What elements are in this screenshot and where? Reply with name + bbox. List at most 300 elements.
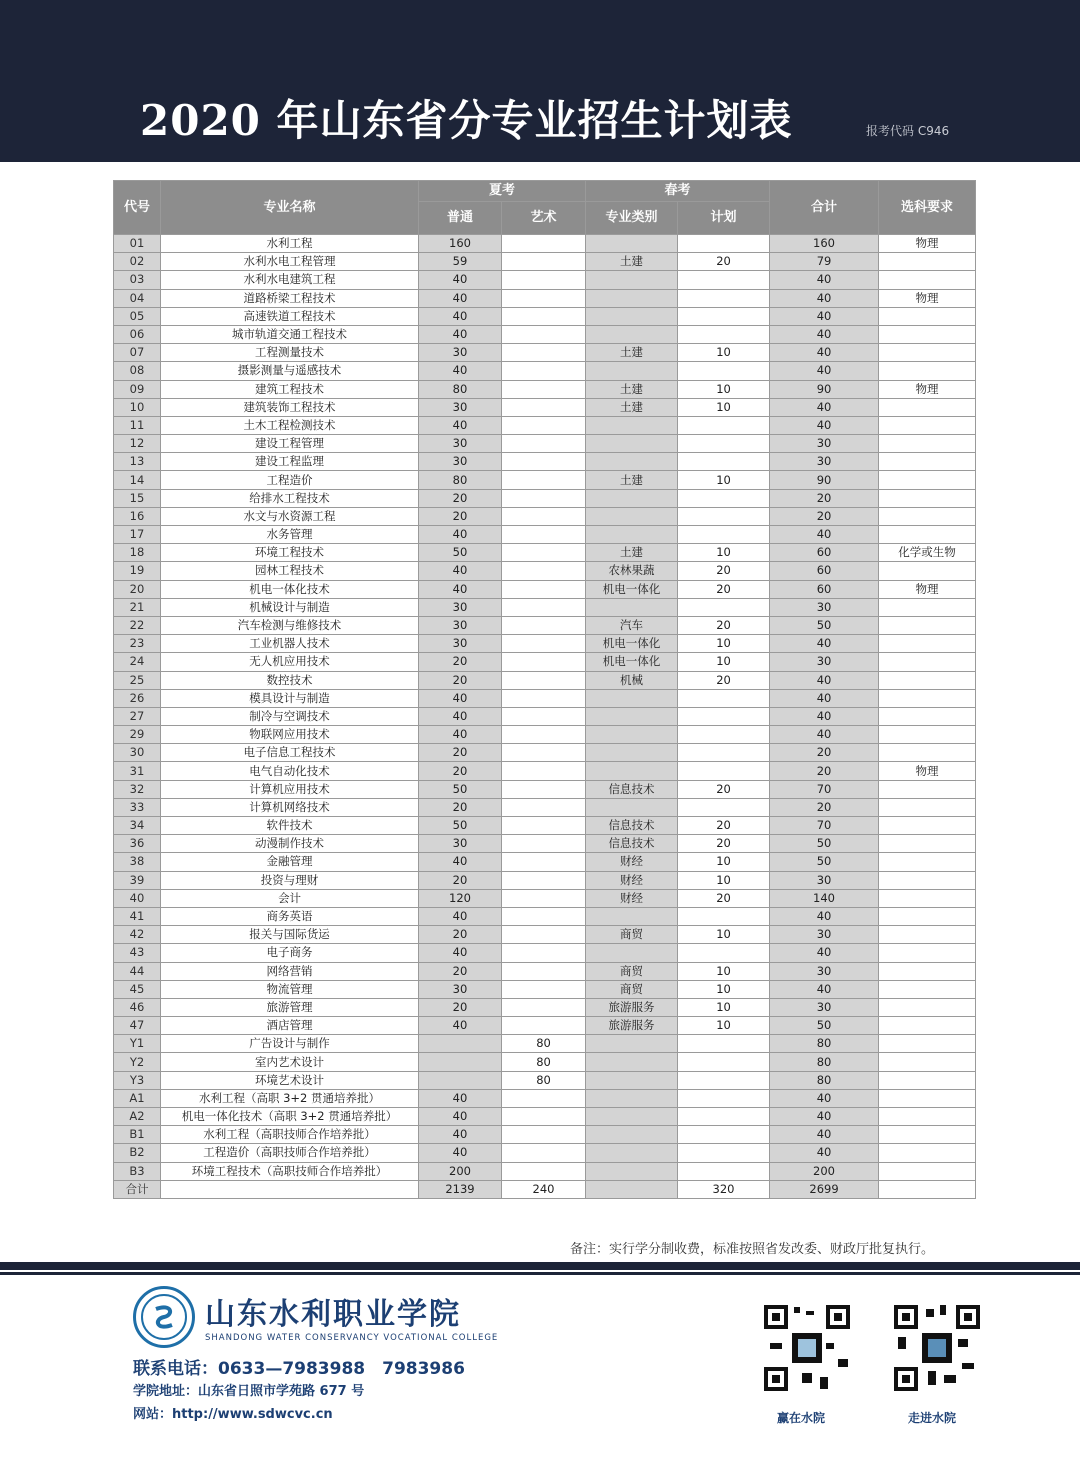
cell-spring-plan: 10 (678, 998, 770, 1016)
cell-code: Y1 (114, 1035, 161, 1053)
table-row (114, 344, 976, 362)
table-row (114, 416, 976, 434)
cell-code: B3 (114, 1162, 161, 1180)
cell-requirement (879, 635, 976, 653)
table-row (114, 598, 976, 616)
cell-spring-category: 商贸 (586, 962, 678, 980)
cell-summer-art (502, 780, 586, 798)
cell-summer-regular: 50 (419, 817, 502, 835)
header-requirement: 选科要求 (879, 181, 976, 235)
cell-code: 15 (114, 489, 161, 507)
cell-major-name: 制冷与空调技术 (161, 707, 419, 725)
table-row (114, 307, 976, 325)
cell-spring-category: 财经 (586, 853, 678, 871)
cell-spring-category: 机电一体化 (586, 635, 678, 653)
table-row (114, 871, 976, 889)
cell-code: 38 (114, 853, 161, 871)
cell-total: 50 (770, 1017, 879, 1035)
cell-spring-category (586, 1144, 678, 1162)
table-row (114, 835, 976, 853)
cell-spring-category (586, 1180, 678, 1198)
cell-requirement (879, 707, 976, 725)
qr-code-icon[interactable] (762, 1303, 852, 1393)
cell-summer-regular: 40 (419, 1108, 502, 1126)
table-row (114, 817, 976, 835)
cell-spring-category (586, 453, 678, 471)
cell-summer-art (502, 726, 586, 744)
cell-spring-plan (678, 598, 770, 616)
cell-major-name: 广告设计与制作 (161, 1035, 419, 1053)
cell-spring-category (586, 1162, 678, 1180)
cell-major-name: 工程测量技术 (161, 344, 419, 362)
cell-spring-plan (678, 1071, 770, 1089)
cell-spring-plan: 20 (678, 616, 770, 634)
cell-code: B1 (114, 1126, 161, 1144)
cell-summer-art (502, 853, 586, 871)
cell-code: 46 (114, 998, 161, 1016)
cell-total: 40 (770, 362, 879, 380)
cell-spring-category: 商贸 (586, 980, 678, 998)
cell-summer-regular: 120 (419, 889, 502, 907)
header-total: 合计 (770, 181, 879, 235)
cell-major-name: 室内艺术设计 (161, 1053, 419, 1071)
college-website[interactable]: 网站：http://www.sdwcvc.cn (133, 1407, 333, 1422)
cell-spring-category (586, 1053, 678, 1071)
cell-major-name: 软件技术 (161, 817, 419, 835)
cell-spring-category (586, 1108, 678, 1126)
cell-major-name: 投资与理财 (161, 871, 419, 889)
cell-major-name: 园林工程技术 (161, 562, 419, 580)
cell-summer-art (502, 980, 586, 998)
cell-code: 31 (114, 762, 161, 780)
cell-total: 40 (770, 271, 879, 289)
cell-spring-plan: 320 (678, 1180, 770, 1198)
cell-spring-category (586, 726, 678, 744)
cell-summer-regular: 40 (419, 907, 502, 925)
cell-total: 30 (770, 871, 879, 889)
cell-major-name: 机电一体化技术 (161, 580, 419, 598)
college-name: 山东水利职业学院 (205, 1297, 461, 1332)
cell-summer-regular: 30 (419, 635, 502, 653)
header-summer-art: 艺术 (502, 202, 586, 235)
cell-spring-category (586, 598, 678, 616)
cell-code: Y3 (114, 1071, 161, 1089)
cell-major-name: 计算机应用技术 (161, 780, 419, 798)
cell-spring-category: 机械 (586, 671, 678, 689)
cell-spring-plan: 20 (678, 671, 770, 689)
cell-spring-plan (678, 1089, 770, 1107)
cell-spring-plan (678, 307, 770, 325)
table-row (114, 453, 976, 471)
cell-major-name: 物联网应用技术 (161, 726, 419, 744)
cell-spring-category (586, 798, 678, 816)
cell-spring-category (586, 507, 678, 525)
cell-total: 40 (770, 1089, 879, 1107)
cell-spring-plan: 10 (678, 1017, 770, 1035)
cell-major-name: 电子商务 (161, 944, 419, 962)
cell-spring-category (586, 435, 678, 453)
table-row (114, 526, 976, 544)
cell-requirement (879, 471, 976, 489)
cell-code: 23 (114, 635, 161, 653)
cell-requirement: 物理 (879, 235, 976, 253)
table-row (114, 944, 976, 962)
cell-major-name: 建设工程管理 (161, 435, 419, 453)
cell-code: B2 (114, 1144, 161, 1162)
cell-summer-art (502, 926, 586, 944)
cell-summer-art (502, 689, 586, 707)
cell-spring-category: 机电一体化 (586, 580, 678, 598)
cell-spring-plan: 10 (678, 344, 770, 362)
cell-total: 79 (770, 253, 879, 271)
cell-major-name: 机电一体化技术（高职 3+2 贯通培养批） (161, 1108, 419, 1126)
cell-summer-art (502, 362, 586, 380)
cell-requirement (879, 307, 976, 325)
table-row (114, 616, 976, 634)
cell-total: 200 (770, 1162, 879, 1180)
cell-summer-art (502, 962, 586, 980)
cell-summer-regular: 30 (419, 344, 502, 362)
cell-total: 50 (770, 616, 879, 634)
cell-requirement (879, 835, 976, 853)
cell-spring-category (586, 1071, 678, 1089)
cell-summer-art (502, 598, 586, 616)
cell-summer-art (502, 235, 586, 253)
cell-spring-plan: 10 (678, 980, 770, 998)
table-row (114, 707, 976, 725)
cell-major-name: 网络营销 (161, 962, 419, 980)
cell-spring-plan (678, 744, 770, 762)
table-row (114, 889, 976, 907)
cell-requirement (879, 653, 976, 671)
cell-spring-category: 财经 (586, 871, 678, 889)
table-row (114, 325, 976, 343)
cell-summer-regular: 40 (419, 853, 502, 871)
cell-major-name: 环境工程技术（高职技师合作培养批） (161, 1162, 419, 1180)
cell-summer-art (502, 453, 586, 471)
cell-major-name: 水利工程（高职技师合作培养批） (161, 1126, 419, 1144)
cell-summer-regular: 20 (419, 962, 502, 980)
cell-code: 12 (114, 435, 161, 453)
college-logo-icon (133, 1286, 195, 1348)
cell-summer-art (502, 435, 586, 453)
cell-requirement (879, 671, 976, 689)
cell-spring-plan (678, 1162, 770, 1180)
cell-requirement (879, 1017, 976, 1035)
cell-major-name: 旅游管理 (161, 998, 419, 1016)
cell-spring-category: 信息技术 (586, 817, 678, 835)
cell-requirement (879, 598, 976, 616)
cell-summer-regular: 160 (419, 235, 502, 253)
cell-total: 40 (770, 707, 879, 725)
cell-summer-art (502, 1144, 586, 1162)
table-row (114, 398, 976, 416)
cell-total: 80 (770, 1071, 879, 1089)
table-row (114, 726, 976, 744)
cell-summer-art: 80 (502, 1071, 586, 1089)
cell-summer-art (502, 289, 586, 307)
cell-summer-regular: 59 (419, 253, 502, 271)
cell-requirement (879, 944, 976, 962)
college-name-en: SHANDONG WATER CONSERVANCY VOCATIONAL COLLEGE (205, 1333, 499, 1343)
cell-total: 40 (770, 635, 879, 653)
table-row (114, 798, 976, 816)
cell-summer-art (502, 1017, 586, 1035)
cell-code: 合计 (114, 1180, 161, 1198)
cell-summer-regular: 50 (419, 780, 502, 798)
cell-spring-plan: 10 (678, 471, 770, 489)
cell-major-name: 水文与水资源工程 (161, 507, 419, 525)
cell-total: 60 (770, 544, 879, 562)
cell-spring-plan (678, 435, 770, 453)
table-row (114, 907, 976, 925)
cell-requirement (879, 798, 976, 816)
cell-spring-plan (678, 726, 770, 744)
header-spring: 春考 (586, 181, 770, 202)
cell-code: 08 (114, 362, 161, 380)
page-title: 2020 年山东省分专业招生计划表 (140, 96, 793, 145)
table-row (114, 762, 976, 780)
header-summer-regular: 普通 (419, 202, 502, 235)
cell-spring-plan (678, 1053, 770, 1071)
table-row (114, 380, 976, 398)
cell-major-name: 摄影测量与遥感技术 (161, 362, 419, 380)
cell-total: 20 (770, 744, 879, 762)
cell-code: 22 (114, 616, 161, 634)
cell-major-name: 商务英语 (161, 907, 419, 925)
cell-code: 13 (114, 453, 161, 471)
cell-summer-regular: 20 (419, 998, 502, 1016)
cell-major-name: 工程造价 (161, 471, 419, 489)
cell-total: 40 (770, 980, 879, 998)
table-row (114, 362, 976, 380)
cell-summer-regular: 40 (419, 526, 502, 544)
cell-spring-plan: 20 (678, 580, 770, 598)
cell-summer-regular: 40 (419, 707, 502, 725)
cell-spring-plan (678, 235, 770, 253)
cell-spring-category: 旅游服务 (586, 998, 678, 1016)
cell-summer-regular: 20 (419, 798, 502, 816)
header-name: 专业名称 (161, 181, 419, 235)
cell-summer-art (502, 616, 586, 634)
cell-total: 40 (770, 526, 879, 544)
cell-total: 90 (770, 380, 879, 398)
cell-summer-art (502, 889, 586, 907)
cell-major-name: 计算机网络技术 (161, 798, 419, 816)
cell-summer-art (502, 507, 586, 525)
cell-code: 30 (114, 744, 161, 762)
cell-requirement: 物理 (879, 289, 976, 307)
cell-spring-plan (678, 526, 770, 544)
contact-phone: 联系电话：0633—7983988 7983986 (133, 1359, 465, 1379)
cell-major-name: 物流管理 (161, 980, 419, 998)
table-row (114, 435, 976, 453)
cell-code: 40 (114, 889, 161, 907)
cell-major-name: 城市轨道交通工程技术 (161, 325, 419, 343)
cell-summer-art (502, 907, 586, 925)
cell-requirement (879, 1089, 976, 1107)
cell-spring-plan (678, 271, 770, 289)
cell-total: 40 (770, 307, 879, 325)
cell-major-name: 环境工程技术 (161, 544, 419, 562)
cell-spring-category: 土建 (586, 380, 678, 398)
cell-total: 40 (770, 416, 879, 434)
cell-summer-regular: 30 (419, 453, 502, 471)
cell-summer-art (502, 707, 586, 725)
cell-summer-regular: 40 (419, 416, 502, 434)
cell-summer-art (502, 325, 586, 343)
cell-major-name: 环境艺术设计 (161, 1071, 419, 1089)
cell-major-name: 汽车检测与维修技术 (161, 616, 419, 634)
cell-requirement (879, 526, 976, 544)
cell-major-name: 建筑装饰工程技术 (161, 398, 419, 416)
cell-code: 01 (114, 235, 161, 253)
cell-total: 40 (770, 671, 879, 689)
cell-spring-plan: 10 (678, 962, 770, 980)
cell-spring-plan (678, 453, 770, 471)
cell-major-name: 工业机器人技术 (161, 635, 419, 653)
cell-code: Y2 (114, 1053, 161, 1071)
cell-summer-regular: 30 (419, 398, 502, 416)
cell-summer-art: 80 (502, 1053, 586, 1071)
cell-requirement (879, 489, 976, 507)
cell-requirement (879, 453, 976, 471)
cell-summer-regular (419, 1053, 502, 1071)
cell-spring-category (586, 707, 678, 725)
cell-spring-category: 商贸 (586, 926, 678, 944)
table-row (114, 1053, 976, 1071)
cell-total: 30 (770, 598, 879, 616)
cell-summer-art (502, 380, 586, 398)
footer-divider-thin (0, 1272, 1080, 1275)
cell-summer-art (502, 671, 586, 689)
cell-spring-category: 信息技术 (586, 780, 678, 798)
cell-code: 10 (114, 398, 161, 416)
cell-spring-plan: 20 (678, 780, 770, 798)
cell-requirement (879, 726, 976, 744)
cell-spring-plan: 20 (678, 889, 770, 907)
cell-code: 21 (114, 598, 161, 616)
table-row (114, 962, 976, 980)
cell-spring-plan (678, 689, 770, 707)
cell-summer-regular (419, 1071, 502, 1089)
cell-spring-category (586, 325, 678, 343)
cell-major-name: 水利水电工程管理 (161, 253, 419, 271)
cell-summer-regular: 20 (419, 489, 502, 507)
cell-spring-plan: 20 (678, 817, 770, 835)
cell-total: 20 (770, 489, 879, 507)
cell-spring-category: 农林果蔬 (586, 562, 678, 580)
cell-code: 42 (114, 926, 161, 944)
cell-spring-plan (678, 762, 770, 780)
cell-summer-art (502, 871, 586, 889)
cell-spring-category (586, 689, 678, 707)
cell-code: 25 (114, 671, 161, 689)
enrollment-plan-table (113, 180, 976, 1199)
cell-requirement (879, 689, 976, 707)
cell-spring-plan (678, 1108, 770, 1126)
cell-code: 33 (114, 798, 161, 816)
cell-summer-regular: 20 (419, 744, 502, 762)
cell-total: 30 (770, 962, 879, 980)
cell-total: 60 (770, 562, 879, 580)
cell-requirement (879, 907, 976, 925)
cell-summer-regular (419, 1035, 502, 1053)
cell-spring-category (586, 1035, 678, 1053)
cell-total: 40 (770, 398, 879, 416)
cell-code: 32 (114, 780, 161, 798)
cell-major-name: 给排水工程技术 (161, 489, 419, 507)
cell-summer-art (502, 1108, 586, 1126)
cell-spring-plan: 20 (678, 835, 770, 853)
cell-major-name: 水务管理 (161, 526, 419, 544)
cell-summer-art (502, 271, 586, 289)
cell-spring-category (586, 235, 678, 253)
cell-requirement (879, 1180, 976, 1198)
cell-summer-art: 80 (502, 1035, 586, 1053)
cell-summer-regular: 40 (419, 1144, 502, 1162)
cell-total: 20 (770, 762, 879, 780)
table-row (114, 1180, 976, 1198)
cell-summer-regular: 40 (419, 689, 502, 707)
table-row (114, 253, 976, 271)
cell-code: 05 (114, 307, 161, 325)
cell-spring-category (586, 744, 678, 762)
cell-summer-art (502, 562, 586, 580)
cell-total: 20 (770, 798, 879, 816)
cell-total: 40 (770, 907, 879, 925)
cell-spring-plan: 10 (678, 544, 770, 562)
cell-summer-regular: 40 (419, 1017, 502, 1035)
cell-requirement (879, 1035, 976, 1053)
cell-summer-regular: 40 (419, 325, 502, 343)
cell-code: 04 (114, 289, 161, 307)
cell-requirement (879, 744, 976, 762)
cell-major-name: 水利工程（高职 3+2 贯通培养批） (161, 1089, 419, 1107)
cell-requirement (879, 616, 976, 634)
cell-summer-regular: 40 (419, 562, 502, 580)
cell-code: 14 (114, 471, 161, 489)
cell-summer-regular: 200 (419, 1162, 502, 1180)
cell-code: 34 (114, 817, 161, 835)
cell-summer-art (502, 471, 586, 489)
table-row (114, 544, 976, 562)
cell-summer-regular: 40 (419, 1126, 502, 1144)
cell-requirement (879, 1144, 976, 1162)
cell-total: 160 (770, 235, 879, 253)
cell-summer-regular: 20 (419, 507, 502, 525)
cell-code: 09 (114, 380, 161, 398)
cell-major-name: 酒店管理 (161, 1017, 419, 1035)
qr-code-icon[interactable] (892, 1303, 982, 1393)
cell-summer-art (502, 489, 586, 507)
cell-summer-art (502, 744, 586, 762)
cell-total: 30 (770, 453, 879, 471)
cell-spring-category: 土建 (586, 544, 678, 562)
cell-summer-regular: 40 (419, 726, 502, 744)
table-row (114, 926, 976, 944)
cell-major-name: 高速铁道工程技术 (161, 307, 419, 325)
cell-total: 40 (770, 325, 879, 343)
cell-spring-category: 机电一体化 (586, 653, 678, 671)
cell-requirement (879, 962, 976, 980)
cell-requirement (879, 325, 976, 343)
cell-spring-category (586, 271, 678, 289)
cell-requirement (879, 344, 976, 362)
cell-spring-category: 土建 (586, 471, 678, 489)
cell-total: 40 (770, 1144, 879, 1162)
table-body (114, 235, 976, 1199)
